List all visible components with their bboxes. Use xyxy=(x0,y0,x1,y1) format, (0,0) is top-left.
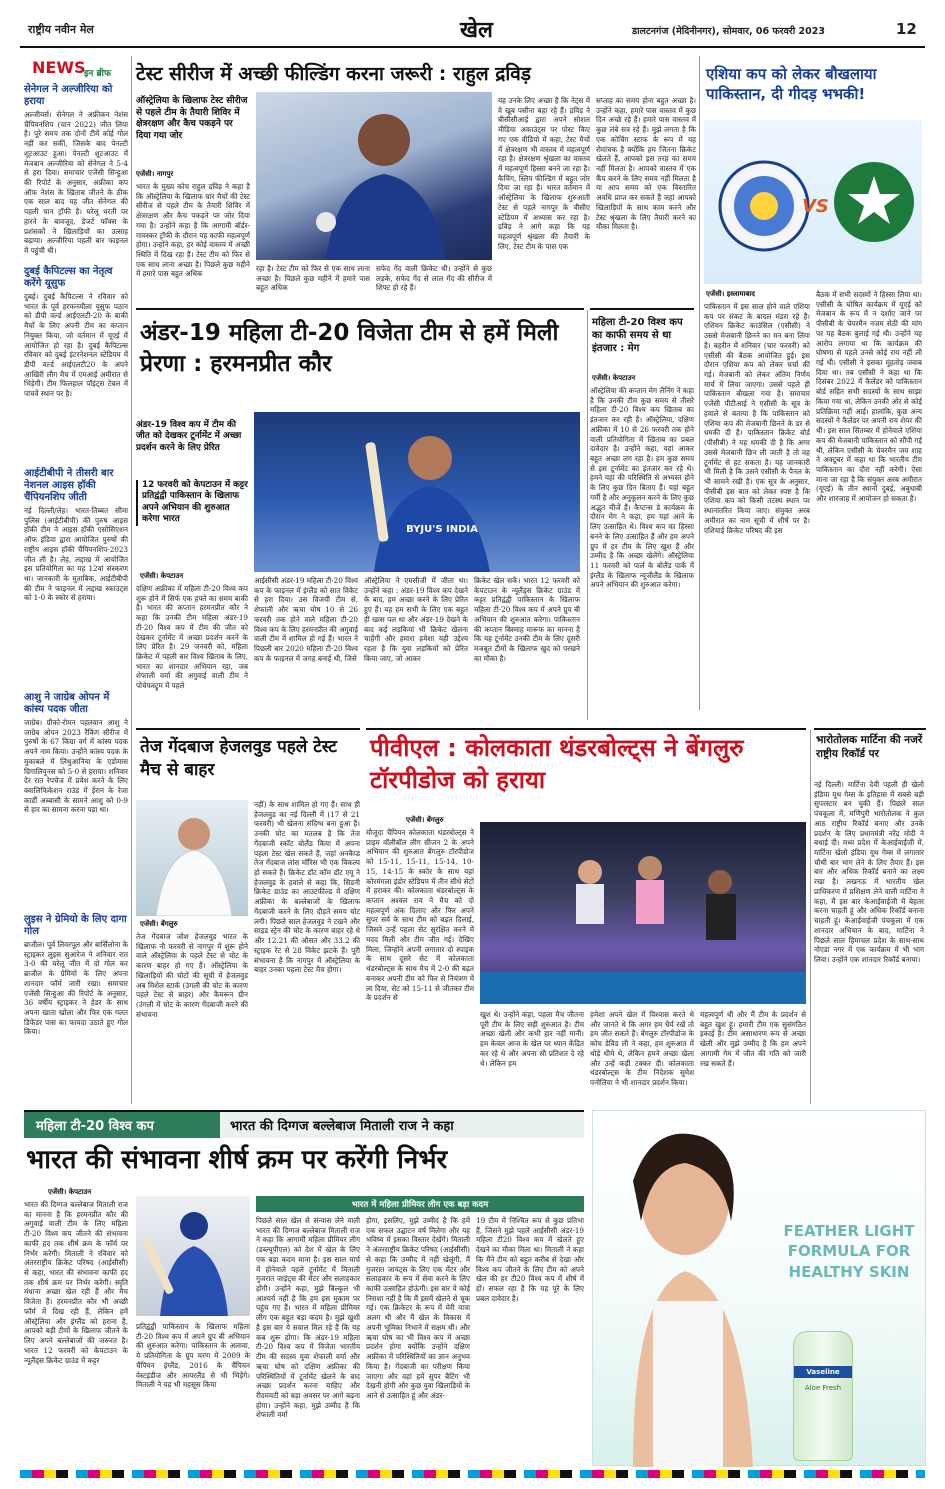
martina-story xyxy=(814,728,926,1108)
brief-label: इन ब्रीफ xyxy=(84,69,111,79)
hazle-headline: तेज गेंदबाज हेजलवुड पहले टेस्ट मैच से बाहर xyxy=(140,737,337,780)
banner-tag: महिला टी-20 विश्व कप xyxy=(24,1112,220,1138)
hazle-photo xyxy=(136,800,248,916)
registration-strip xyxy=(20,1470,925,1478)
brief-item-4 xyxy=(24,692,128,908)
dravid-headline: टेस्ट सीरीज में अच्छी फील्डिंग करना जरूरी : राहुल द्रविड़ xyxy=(136,63,531,85)
pvl-col4: महत्वपूर्ण थी और मैं टीम के प्रदर्शन से बहुत खुश हूं। हमारी टीम एक सुसंगठित इकाई है। टीम असाधारण रूप से अच्छा खेली और मुझे उम्मीद है कि हम अपने आगामी गेम में जीत की गति को जारी रख सकते हैं। xyxy=(700,1010,806,1068)
harman-byline: एजेंसी। केपटाउन xyxy=(140,572,184,580)
player-icon xyxy=(256,92,492,260)
brief-item-headline: सेनेगल ने अल्जीरिया को हराया xyxy=(24,84,113,107)
pvl-col1: मौजूदा चैंपियन कोलकाता थंडरबोल्ट्स ने प्राइम वॉलीबॉल लीग सीजन 2 के अपने अभियान की शुरुआत बेंगलुरु टॉरपीडोज को 15-11, 15-11, 15-14, 10-15, 14-15 के स्कोर के साथ यहां कोरमंगला इंडोर स्टेडियम में तीन सीधे सेटों में हराकर की। कोलकाता थंडरबोल्ट्स के कप्तान अश्वल राय ने मैच को दो महत्वपूर्ण अंक दिलाए और फिर अपने सुपर सर्व के साथ टीम को बढ़त दिलाई, जिसने उन्हें पहला सेट सुरक्षित करने में मदद मिली और टीम जीत गई। देखिए मिला, जिन्होंने अपनी लगातार दो स्पाइक के साथ दूसरे सेट में कोलकाता थंडरबोल्ट्स के साथ मैच में 2-0 की बढ़त बनाकर अपनी टीम को फिर से नियंत्रण में ला दिया, सेट को 15-11 से जीतकर टीम के प्रदर्शन से xyxy=(366,828,474,1003)
asia-cup-headline: एशिया कप को लेकर बौखलाया पाकिस्तान, दी गीदड़ भभकी! xyxy=(706,65,877,104)
harman-col3: ऑस्ट्रेलिया ने एमसीजी में जीता था। उन्होंने कहा : अंडर-19 विश्व कप देखने के बाद, हम अच्छा करने के लिए प्रेरित हुए हैं। यह हम सभी के लिए एक बहुत ही खास पल था और अंडर-19 देखने के बाद कई लड़कियां भी क्रिकेट खेलना चाहेंगी और हमारा हमेशा यही उद्देश्य रहता है कि युवा लड़कियों को प्रेरित किया जाए, जो आकर xyxy=(364,576,468,663)
asia-cup-col2: बैठक में सभी सदस्यों ने हिस्सा लिया था। एसीसी के घोषित कार्यक्रम में यूएई को मेजबान के रूप में न दर्शाए जाने पर पीसीबी के चेयरमैन नजम सेठी की मांग पर यह बैठक बुलाई गई थी। उन्होंने यह आरोप लगाया था कि कार्यक्रम की घोषणा से पहले उनसे कोई राय नहीं ली गई थी। एसीसी ने इसका मुंहतोड़ जवाब दिया था। तब एसीसी ने कहा था कि दिसंबर 2022 में कैलेंडर को पाकिस्तान बोर्ड सहित सभी सदस्यों के साथ साझा किया गया था, लेकिन उनकी ओर से कोई प्रतिक्रिया नहीं आई। हालांकि, कुछ अन्य सदस्यों ने कैलेंडर पर अपनी राय शेयर की थी। इस साल सितम्बर में होनेवाले एशिया कप की मेजबानी पाकिस्तान को सौंपी गई थी, लेकिन एसीसी के चेयरमैन जय शाह ने अक्टूबर में कहा था कि भारतीय टीम पाकिस्तान का दौरा नहीं करेगी। ऐसा माना जा रहा है कि संयुक्त अरब अमीरात (यूएई) के तीन स्थानों दुबई, अबुधाबी और शारजाह में आयोजन हो सकता है। xyxy=(816,290,922,504)
harman-col4: क्रिकेट खेल सकें। भारत 12 फरवरी को केपटाउन के न्यूलैंड्स क्रिकेट ग्राउंड में कट्टर प्रतिद्वंद्वी पाकिस्तान के खिलाफ महिला टी-20 विश्व कप में अपने ग्रुप बी अभियान की शुरुआत करेगा। पाकिस्तान की कप्तान बिस्माह मारूफ का मानना है कि यह टूर्नामेंट उनकी टीम के लिए दूसरी मजबूत टीमों के खिलाफ खुद को परखने का मौका है। xyxy=(474,576,580,663)
asia-cup-col1: पाकिस्तान में इस साल होने वाले एशिया कप पर संकट के बादल मंडरा रहे हैं। एशियन क्रिकेट काउंसिल (एसीसी) ने उससे मेजबानी छिनने का मन बना लिया है। बहरीन में शनिवार (चार फरवरी) को एसीसी की बैठक आयोजित हुई। इस दौरान एशिया कप को लेकर चर्चा की गई। मेजबानी को लेकर अंतिम निर्णय मार्च में लिया जाएगा। उससे पहले ही पाकिस्तान बौखला गया है। समाचार एजेंसी पीटीआई ने एसीसी के सूत्र के हवाले से बताया है कि पाकिस्तान को एशिया कप की मेजबानी छिनने के डर से धमकी दी है। पाकिस्तान क्रिकेट बोर्ड (पीसीबी) ने यह धमकी दी है कि अगर उससे मेजबानी छिन ली जाती है तो वह टूर्नामेंट से हट सकता है। यह जानकारी भी मिली है कि उसने एसीसी के पैनल के भी सामने रखी है। एक सूत्र के अनुसार, पीसीबी इस बात को लेकर स्पष्ट है कि एशिया कप को किसी तटस्थ स्थान पर स्थानांतरित किया जाए। संयुक्त अरब अमीरात का नाम सूची में शीर्ष पर है। एशियाई क्रिकेट परिषद की इस xyxy=(704,302,810,535)
harman-headline: अंडर-19 महिला टी-20 विजेता टीम से हमें मिली प्रेरणा : हरमनप्रीत कौर xyxy=(140,320,559,378)
pvl-story xyxy=(366,728,806,1108)
page-number: 12 xyxy=(896,20,917,38)
news-label: NEWS xyxy=(32,58,86,77)
sidebar-divider xyxy=(131,56,132,1104)
hazle-col1: तेज गेंदबाज जोश हेजलवुड भारत के खिलाफ नौ फरवरी से नागपुर में शुरू होने वाले ऑस्ट्रेलिया के पहले टेस्ट से चोट के कारण बाहर हो गए हैं। ऑस्ट्रेलिया के खिलाड़ियों की चोटों की सूची में हेजलवुड अब मिशेल स्टार्क (उंगली की चोट के कारण पहले टेस्ट से बाहर) और कैमरून ग्रीन (उंगली में चोट के कारण गेंदबाजी करने की संभावना xyxy=(136,932,248,1019)
meg-divider xyxy=(587,310,588,720)
news-brief-column xyxy=(24,58,128,1178)
harman-photo-text: BYJU'S INDIA xyxy=(406,524,478,535)
meg-body: ऑस्ट्रेलिया की कप्तान मेग लैनिंग ने कहा है कि उनकी टीम कुछ समय से तीसरे महिला टी-20 विश्व कप खिताब का इंतजार कर रही है। ऑस्ट्रेलिया, दक्षिण अफ्रीका में 10 से 26 फरवरी तक होने वाली प्रतियोगिता में खिताब का प्रबल दावेदार है। उन्होंने कहा, यहां आकर बहुत अच्छा लग रहा है। हम कुछ समय से इस टूर्नामेंट का इंतजार कर रहे थे। हमने यहां की परिस्थिति से अभ्यस्त होने के लिए कुछ दिन बिताए हैं। यहां बहुत गर्मी है और अनुकूलन करने के लिए कुछ अद्भुत चीजें हैं। कैप्टन्स डे कार्यक्रम के दौरान मेग ने कहा, हम यहां आने के लिए उत्साहित थे। विश्व कप का हिस्सा बनने के लिए उत्साहित हैं और हम अपने ग्रुप में हर टीम के लिए खुश हैं और उम्मीद है कि अच्छा खेलेंगे। ऑस्ट्रेलिया 11 फरवरी को पार्ल के बोलैंड पार्क में इंग्लैंड के खिलाफ न्यूजीलैंड के खिलाफ अपने अभियान की शुरुआत करेगा। xyxy=(590,386,694,590)
hazle-byline: एजेंसी। बेंगलुरु xyxy=(140,920,178,928)
hazle-col2: नहीं) के साथ शामिल हो गए हैं। साथ ही हेजलवुड का नई दिल्ली में (17 से 21 फरवरी) भी खेलना संदिग्ध बना हुआ है। उनकी चोट का मतलब है कि तेज गेंदबाजी स्कॉट बोलैंड किया में अपना पहला टेस्ट खेल सकते हैं, जहां अनकैप्ड तेज गेंदबाज लांस मॉरिस भी एक विकल्प हो सकते हैं। क्रिकेट डॉट कॉम डॉट एयू ने हेजलवुड के हवाले से कहा कि, सिडनी क्रिकेट ग्राउंड का आउटफील्ड में दक्षिण अफ्रीका के बल्लेबाजों के खिलाफ गेंदबाजी करने के लिए दौड़ते समय चोट लगी। पिछले साल हेजलवुड ने टखने और साइड स्ट्रेन की चोट के कारण बाहर रहे थे और 12.21 की औसत और 33.2 की स्ट्राइक रेट से 28 विकेट झटके हैं। पूरी संभावना है कि नागपुर में ऑस्ट्रेलिया के बाहर उनका पहला टेस्ट मैच होगा। xyxy=(254,800,360,975)
harman-deck2: 12 फरवरी को केपटाउन में कट्टर प्रतिद्वंद्वी पाकिस्तान के खिलाफ अपने अभियान की शुरुआत करेगा भारत xyxy=(136,480,248,526)
meg-story xyxy=(590,308,694,728)
dateline: डालटनगंज (मेदिनीनगर), सोमवार, 06 फरवरी 2023 xyxy=(632,26,825,37)
brief-item-body: नई दिल्ली/लेह। भारत-तिब्बत सीमा पुलिस (आईटीबीपी) की पुरुष आइस हॉकी टीम ने आइस हॉकी एसोसिएशन ऑफ इंडिया द्वारा आयोजित पुरुषों की राष्ट्रीय आइस हॉकी चैंपियनशिप-2023 जीत ली है। लेह, लद्दाख में आयोजित इस प्रतियोगिता का यह 12वां संस्करण था। जानकारी के मुताबिक, आईटीबीपी की टीम ने फाइनल में लद्दाख स्काउट्स को 1-0 के स्कोर से हराया। xyxy=(24,506,128,603)
brief-item-body: ब्राजील। पूर्व लिवरपूल और बार्सिलोना के स्ट्राइकर लुइस सुआरेज ने शनिवार रात 3-0 की घरेलू जीत में दो गोल कर ब्राजील के ग्रेमियो के लिए अपना शानदार फॉर्म जारी रखा। समाचार एजेंसी सिन्हुआ की रिपोर्ट के अनुसार, 36 वर्षीय स्ट्राइकर ने हेडर के साथ अपना खाता खोला और फिर एक गलत डिफेंडर पास का फायदा उठाते हुए गोल किया। xyxy=(24,940,128,1037)
masthead-rule xyxy=(20,46,925,48)
dravid-photo xyxy=(256,92,492,260)
mithali-headline: भारत की संभावना शीर्ष क्रम पर करेंगी निर्भर xyxy=(26,1145,448,1175)
martina-divider xyxy=(810,730,811,1104)
dravid-deck: ऑस्ट्रेलिया के खिलाफ टेस्ट सीरीज से पहले टीम के तैयारी शिविर में क्षेत्ररक्षण और कैच पकड़ने पर दिया गया जोर xyxy=(136,96,248,142)
brief-item-headline: दुबई कैपिटल्स का नेतृत्व करेंगे यूसुफ xyxy=(24,266,113,289)
hazle-top-rule xyxy=(136,728,360,730)
brief-item-body: दुबई। दुबई कैपिटल्स ने रविवार को भारत के पूर्व हरफनमौला यूसुफ पठान को डीपी वर्ल्ड आईएलटी-20 के बाकी मैचों के लिए अपनी टीम का कप्तान नियुक्त किया, जो वर्तमान में यूएई में आयोजित हो रहा है। दुबई कैपिटल्स रविवार को दुबई इंटरनेशनल स्टेडियम में डीपी वर्ल्ड आईएलटी20 के अपने आखिरी लीग मैच में एमआई अमीरात से भिड़ेगी। टीम फिलहाल पॉइंट्स टेबल में पांचवें स्थान पर है। xyxy=(24,292,128,399)
asia-divider xyxy=(699,56,700,710)
ad-bottle xyxy=(793,1331,853,1461)
brief-item-headline: आईटीबीपी ने तीसरी बार नेशनल आइस हॉकी चैंपियनशिप जीती xyxy=(24,468,114,503)
mithali-col1: भारत की दिग्गज बल्लेबाज मिताली राज का मानना है कि हरमनप्रीत कौर की अगुवाई वाली टीम के लिए महिला टी-20 विश्व कप जीतने की संभावना काफी हद तक शीर्ष क्रम के फॉर्म पर निर्भर करेगी। मिताली ने रविवार को अंतरराष्ट्रीय क्रिकेट परिषद (आईसीसी) से कहा, भारत की संभावना काफी हद तक शीर्ष क्रम पर निर्भर करेगी। स्मृति मंधाना अच्छा खेल रही हैं और मैच विजेता हैं। हरमनप्रीत कौर भी अच्छी फॉर्म में दिख रही हैं, लेकिन हमें ऑस्ट्रेलिया और इंग्लैंड को हराना है, आपको बड़ी टीमों के खिलाफ जीतने के लिए अपने बल्लेबाजों की जरूरत है। भारत 12 फरवरी को केपटाउन के न्यूलैंड्स क्रिकेट ग्राउंड में कट्टर xyxy=(24,1200,128,1365)
dravid-col1: भारत के मुख्य कोच राहुल द्रविड़ ने कहा है कि ऑस्ट्रेलिया के खिलाफ चार मैचों की टेस्ट सीरीज से पहले टीम के तैयारी शिविर में क्षेत्ररक्षण और कैच पकड़ने पर जोर दिया गया है। उन्होंने कहा है कि आगामी बॉर्डर-गावस्कर ट्रॉफी के दौरान यह काफी महत्वपूर्ण होगा। उन्होंने कहा, हर कोई वास्तव में अच्छी स्थिति में दिख रहा है। टेस्ट टीम को फिर से एक साथ लाना अच्छा है। पिछले कुछ महीने में हमारे पास बहुत अधिक xyxy=(136,182,250,279)
meg-top-rule xyxy=(590,308,694,310)
pvl-col3: हमेशा अपने खेल में विश्वास करते थे और जानते थे कि अगर हम धैर्य रखें तो हम जीत सकते हैं। बेंगलुरु टॉरपीडोज के कोच डेविड ली ने कहा, हम शुरुआत में थोड़े धीमे थे, लेकिन हमने अच्छा खेला और उन्हें कड़ी टक्कर दी। कोलकाता थंडरबोल्ट्स के टीम निदेशक सुमेश पनोलिया ने भी शानदार प्रदर्शन किया। xyxy=(590,1010,694,1088)
asia-cup-byline: एजेंसी। इस्लामाबाद xyxy=(706,290,755,298)
section-title: खेल xyxy=(460,17,493,43)
harman-photo xyxy=(254,412,580,572)
pvl-byline: एजेंसी। बेंगलुरु xyxy=(406,816,444,824)
dravid-story xyxy=(136,56,696,306)
mithali-col3: पिछले साल खेल से संन्यास लेने वाली भारत की दिग्गज बल्लेबाज मिताली राज ने कहा कि आगामी महिला प्रीमियर लीग (डब्ल्यूपीएल) को देश में खेल के लिए एक बड़ा कदम माना है। इस साल मार्च में होनेवाले पहले टूर्नामेंट में मिताली गुजरात जाइंट्स की मेंटर और सलाहकार होंगी। उन्होंने कहा, मुझे बिल्कुल भी आश्चर्य नहीं है कि हम इस मुकाम पर पहुंच गए हैं। भारत में महिला प्रीमियर लीग एक बहुत बड़ा कदम है। मुझे खुशी है इस बार ये सवाल मिल रहे हैं कि यह कब शुरू होगा। कि अंडर-19 महिला टी-20 विश्व कप में विजेता भारतीय टीम की सदस्य युवा शेफाली वर्मा और ऋचा घोष को दक्षिण अफ्रीका की परिस्थितियों में टूर्नामेंट खेलने के बाद अच्छा प्रदर्शन करना चाहिए और रीदमयटी को बड़ा अवसर पर आगे बढ़ना होगा। उन्होंने कहा, मुझे उम्मीद है कि शेफाली वर्मा xyxy=(256,1216,360,1420)
brief-item-5 xyxy=(24,914,128,1110)
model-icon xyxy=(593,1111,773,1467)
vaseline-ad[interactable] xyxy=(592,1110,926,1466)
mithali-story xyxy=(24,1110,584,1466)
masthead xyxy=(20,14,925,44)
brief-item-body: जाग्रेब। ग्रीको-रोमन पहलवान आशु ने जाग्रेब ओपन 2023 रैंकिंग सीरीज में पुरुषों के 67 किग्रा वर्ग में कांस्य पदक अपने नाम किया। उन्होंने कांस्य पदक के मुकाबले में लिथुआनिया के एडोमास ग्रिगालियुनस को 5-0 से हराया। शनिवार देर रात रेपचेज में प्रवेश करने के लिए क्वालिफिकेशन राउंड में ईरान के रेजा कार्डी अब्बासी के सामने आशु को 0-9 से हार का सामना करना पड़ा था। xyxy=(24,718,128,815)
volleyball-players-icon xyxy=(480,822,806,1004)
dravid-byline: एजेंसी। नागपुर xyxy=(136,170,174,178)
pvl-col2: खुश थे। उन्होंने कहा, पहला मैच जीतना पूरी टीम के लिए सही शुरुआत है। टीम अच्छा खेली और कभी हार नहीं मानी। हम केवल आज के खेल पर ध्यान केंद्रित कर रहे थे और अपना सौ प्रतिशत दे रहे थे। लेकिन हम xyxy=(480,1010,584,1068)
bowler-icon xyxy=(136,800,248,916)
asia-cup-story xyxy=(702,56,926,710)
mithali-banner xyxy=(24,1110,584,1138)
brief-item-3 xyxy=(24,468,128,686)
mithali-subhead-bar xyxy=(256,1196,584,1212)
batter-icon xyxy=(136,1196,250,1316)
brief-item-headline: लुइस ने ग्रेमियो के लिए दागा गोल xyxy=(24,914,127,937)
martina-top-rule xyxy=(814,728,926,730)
paper-name: राष्ट्रीय नवीन मेल xyxy=(28,23,94,36)
meg-headline: महिला टी-20 विश्व कप का काफी समय से था इंतजार : मेग xyxy=(592,317,683,354)
news-brief-label xyxy=(24,58,128,82)
ad-tagline: FEATHER LIGHT FORMULA FOR HEALTHY SKIN xyxy=(783,1222,915,1281)
mithali-col2: प्रतिद्वंद्वी पाकिस्तान के खिलाफ महिला टी-20 विश्व कप में अपने ग्रुप बी अभियान की शुरुआत करेगा। पाकिस्तान के अलावा, ये प्रतियोगिता के ग्रुप चरण में 2009 के चैंपियन इंग्लैंड, 2016 के चैंपियन वेस्टइंडीज और आयरलैंड से भी भिड़ेंगे। मिताली ने यह भी महसूस किया xyxy=(136,1322,250,1390)
harman-col2: आईसीसी अंडर-19 महिला टी-20 विश्व कप के फाइनल में इंग्लैंड को सात विकेट से हरा दिया। उस विजयी टीम से, शेफाली और ऋचा घोष 10 से 26 फरवरी तक होने वाले महिला टी-20 विश्व कप के लिए हरमनप्रीत की अगुवाई वाली टीम में शामिल हो गई हैं। भारत ने पिछली बार 2020 महिला टी-20 विश्व कप के फाइनल में जगह बनाई थी, जिसे xyxy=(254,576,358,663)
pvl-headline: पीवीएल : कोलकाता थंडरबोल्ट्स ने बेंगलुरु टॉरपीडोज को हराया xyxy=(370,734,744,795)
mithali-byline: एजेंसी। केपटाउन xyxy=(48,1188,92,1196)
dravid-col2-a: रहा है। टेस्ट टीम को फिर से एक साथ लाना अच्छा है। पिछले कुछ महीने में हमारे पास बहुत अधिक xyxy=(256,264,370,293)
martina-body: नई दिल्ली। मार्टिना देवी पहली ही खेलो इंडिया यूथ गेम्स के इतिहास में सबसे बड़ी सुपरस्टार बन चुकी हैं। पिछले साल पंचकूला में, मणिपुरी भारोतोलक ने कुल आठ राष्ट्रीय रिकॉर्ड बनाए और उनके प्रदर्शन के लिए प्रधानमंत्री नरेंद्र मोदी ने बधाई दी। मध्य प्रदेश में केआईवाईजी में, मार्टिना खेलो इंडिया यूथ गेम्स में लगातार चौथी बार भाग लेने के लिए तैयार हैं। इस बार और अधिक रिकॉर्ड बनाने का लक्ष्य रखा है। लखनऊ में भारतीय खेल प्राधिकरण में प्रशिक्षण लेने वाली मार्टिना ने कहा, मैं इस बार केआईवाईजी में बेहतर करना चाहती हूं और अधिक रिकॉर्ड बनाना चाहती हूं। केआईवाईजी पंचकूला में एक शानदार अभियान के बाद, मार्टिना ने पिछले साल हिमाचल प्रदेश के साथ-साथ नोएडा नगर में एक कार्यक्रम में भी भाग लिया। उन्होंने एक शानदार रिकॉर्ड बनाया। xyxy=(814,780,924,964)
batter-icon xyxy=(254,412,580,572)
harmanpreet-story xyxy=(136,308,584,728)
hazlewood-story xyxy=(136,728,360,1108)
pvl-photo xyxy=(480,822,806,1004)
harman-top-rule xyxy=(136,308,584,310)
brief-item-2 xyxy=(24,266,128,462)
dravid-col2: सफेद गेंद वाली क्रिकेट थी। उन्होंने से कुछ लड़के, सफेद गेंद से लाल गेंद की सीरीज में शिफ्ट हो रहे हैं। xyxy=(376,264,492,293)
dravid-col4: सप्ताह का समय होना बहुत अच्छा है। उन्होंने कहा, हमारे पास वास्तव में कुछ दिन अच्छे रहे हैं। हमारे पास वास्तव में कुछ लंबे सत्र रहे हैं। मुझे लगता है कि एक कोचिंग स्टाफ के रूप में यह रोमांचक है क्योंकि हम जितना क्रिकेट खेलते हैं, आपको इस तरह का समय नहीं मिलता है। आपको वास्तव में एक कैंप करने के लिए समय नहीं मिलता है या आप समय को एक विस्तारित अवधि प्राप्त कर सकते हैं जहां आपको खिलाड़ियों के साथ काम करने और टेस्ट श्रृंखला के लिए तैयारी करने का मौका मिलता है। xyxy=(596,96,696,232)
ad-brand: Vaseline xyxy=(794,1366,852,1378)
pvl-top-rule xyxy=(366,728,806,730)
mithali-col5: 19 टीम में निश्चित रूप से कुछ प्रतिभा हैं, जिसने मुझे पहले आईसीसी अंडर-19 महिला टी20 विश्व कप में खेलते हुए देखने का मौका मिला था। मिताली ने कहा कि मैंने टीम को बहुत करीब से देखा और विश्व कप जीतने के लिए टीम को अपने खेल की हर टी20 विश्व कप में शीर्ष में हों। सफल रहा है कि यह पूरे के लिए प्रबल दावेदार है। xyxy=(476,1216,584,1303)
mithali-subhead: भारत में महिला प्रीमियर लीग एक बड़ा कदम xyxy=(351,1200,489,1210)
brief-item-1 xyxy=(24,84,128,260)
asia-cup-graphic xyxy=(704,120,922,284)
brief-item-body: अल्जीयर्स। सेनेगल ने अफ्रीकन नेशंस चैंपियनशिप (चान 2022) जीत लिया है। पूरे समय तक दोनों टीमें कोई गोल नहीं कर सकीं, जिसके बाद पेनल्टी शूटआउट हुआ। पेनल्टी शूटआउट में मेजबान अल्जीरिया को सेनेगल ने 5-4 से हरा दिया। समाचार एजेंसी सिन्हुआ की रिपोर्ट के अनुसार, अफ्रीका कप ऑफ नेशंस के खिताब जीतने के ठीक एक साल बाद यह जीत सेनेगल की पहली चान ट्रॉफी है। घरेलू धरती पर हारने के बावजूद, डेजर्ट फॉक्स के प्रशंसकों ने खिलाड़ियों का उत्साह बढ़ाया। अल्जीरिया पहली बार फाइनल में पहुंची थी। xyxy=(24,110,128,256)
vs-label: VS xyxy=(802,196,829,217)
dravid-col3: यह उनके लिए अच्छा है कि नेट्स में वे खूब पसीना बहा रहे हैं। द्रविड़ ने बीसीसीआई द्वारा अपने सोशल मीडिया अकाउंट्स पर पोस्ट किए गए एक वीडियो में कहा, टेस्ट मैचों में क्षेत्ररक्षण भी वास्तव में महत्वपूर्ण रहा है। क्षेत्ररक्षण श्रृंखला का वास्तव में महत्वपूर्ण हिस्सा बनने जा रहा है। कैचिंग, स्लिप फील्डिंग में बहुत जोर दिया जा रहा है। भारत वर्तमान में ऑस्ट्रेलिया के खिलाफ शुरुआती टेस्ट से पहले नागपुर के वीसीए स्टेडियम में अभ्यास कर रहा है। द्रविड़ ने आगे कहा कि यह महत्वपूर्ण श्रृंखला की तैयारी के लिए, टेस्ट टीम के पास एक xyxy=(498,96,590,251)
martina-headline: भारोतोलक मार्टिना की नजरें राष्ट्रीय रिकॉर्ड पर xyxy=(816,734,923,760)
harman-deck1: अंडर-19 विश्व कप में टीम की जीत को देखकर टूर्नामेंट में अच्छा प्रदर्शन करने के लिए प्रेरित xyxy=(136,420,242,453)
banner-text: भारत की दिग्गज बल्लेबाज मिताली राज ने कहा xyxy=(230,1119,454,1134)
mithali-photo xyxy=(136,1196,250,1316)
mithali-col4: होगा, इसलिए, मुझे उम्मीद है कि हमें एक सफल उद्घाटन वर्ष मिलेगा और यह भविष्य में इसका विस्तार देखेंगे। मिताली ने अंतरराष्ट्रीय क्रिकेट परिषद (आईसीसी) से कहा कि उम्मीद में नहीं खेलूंगी, मैं गुजरात जायंट्स के लिए एक मेंटर और सलाहकार के रूप में सेवा करने के लिए काफी उत्साहित होऊंगी। इस बार ये कोई निराशा नहीं है कि मैं इसमें खेलने से चूक गई। एक क्रिकेटर के रूप में मेरी यात्रा अलग थी और मैं खेल के विकास में अपनी भूमिका निभाने में सक्षम थी। और ऋचा घोष का भी विश्व कप में अच्छा प्रदर्शन होगा क्योंकि उन्होंने दक्षिण अफ्रीका में परिस्थितियों का ज्ञान अनुभव किया है। गेंदबाजी का परीक्षण किया जाएगा और वहां हमें सुपर बैटिंग भी देखनी होगी और कुछ युवा खिलाड़ियों के आने से उत्साहित हूं और अंडर- xyxy=(366,1216,470,1400)
ad-product: Aloe Fresh xyxy=(804,1384,842,1392)
brief-item-headline: आशु ने जाग्रेब ओपन में कांस्य पदक जीता xyxy=(24,692,110,715)
harman-col1: दक्षिण अफ्रीका में महिला टी-20 विश्व कप शुरू होने में सिर्फ एक हफ्ते का समय बाकी है। भारत की कप्तान हरमनप्रीत कौर ने कहा कि उनकी टीम महिला अंडर-19 टी-20 विश्व कप में टीम की जीत को देखकर टूर्नामेंट में अच्छा प्रदर्शन करने के लिए प्रेरित है। 29 जनवरी को, महिला क्रिकेट में पहली बार विश्व खिताब के लिए, भारत का शानदार अभियान रहा, जब शेफाली वर्मा की अगुवाई वाली टीम ने पोचेफस्ट्रूम में पहले xyxy=(136,584,248,691)
meg-byline: एजेंसी। केपटाउन xyxy=(592,374,636,382)
